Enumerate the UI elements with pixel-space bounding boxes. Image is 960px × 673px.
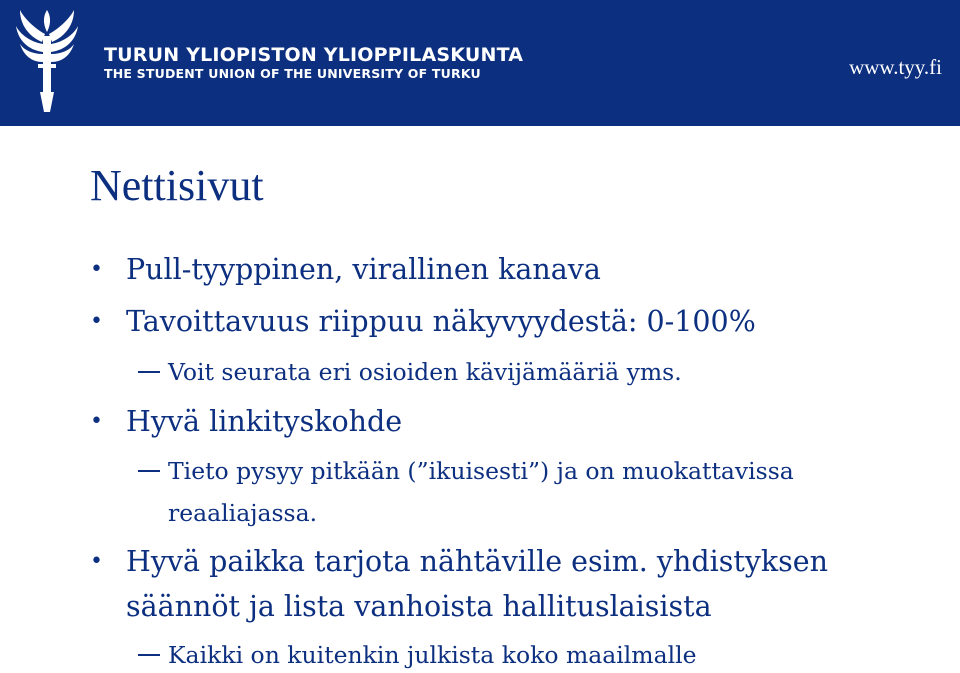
sub-bullet-text: Kaikki on kuitenkin julkista koko maailmalle <box>168 641 697 669</box>
bullet-icon: • <box>90 409 103 434</box>
bullet-text: Hyvä paikka tarjota nähtäville esim. yhdistyksen <box>126 545 828 578</box>
org-name-english: THE STUDENT UNION OF THE UNIVERSITY OF TURKU <box>104 66 481 81</box>
sub-bullet-item <box>168 639 697 671</box>
bullet-text: Tavoittavuus riippuu näkyvyydestä: 0-100% <box>126 305 756 338</box>
bullet-continuation: säännöt ja lista vanhoista hallituslaisista <box>126 590 712 623</box>
sub-bullet-item <box>168 455 794 487</box>
sub-bullet-item <box>168 356 682 388</box>
bullet-icon: • <box>90 257 103 282</box>
sub-bullet-text: Tieto pysyy pitkään (”ikuisesti”) ja on muokattavissa <box>168 457 794 485</box>
sub-bullet-continuation: reaaliajassa. <box>168 499 318 527</box>
bullet-item <box>90 250 601 290</box>
slide-title: Nettisivut <box>90 161 264 210</box>
site-url[interactable]: www.tyy.fi <box>849 55 942 79</box>
bullet-text: Hyvä linkityskohde <box>126 405 403 438</box>
bullet-item <box>90 542 828 582</box>
dash-icon <box>138 470 160 472</box>
dash-icon <box>138 371 160 373</box>
sub-bullet-text: Voit seurata eri osioiden kävijämääriä yms. <box>168 358 682 386</box>
bullet-item <box>90 402 403 442</box>
org-name-finnish: TURUN YLIOPISTON YLIOPPILASKUNTA <box>104 44 524 66</box>
bullet-item <box>90 302 756 342</box>
bullet-text: Pull-tyyppinen, virallinen kanava <box>126 253 601 286</box>
dash-icon <box>138 654 160 656</box>
bullet-icon: • <box>90 309 103 334</box>
bullet-icon: • <box>90 549 103 574</box>
